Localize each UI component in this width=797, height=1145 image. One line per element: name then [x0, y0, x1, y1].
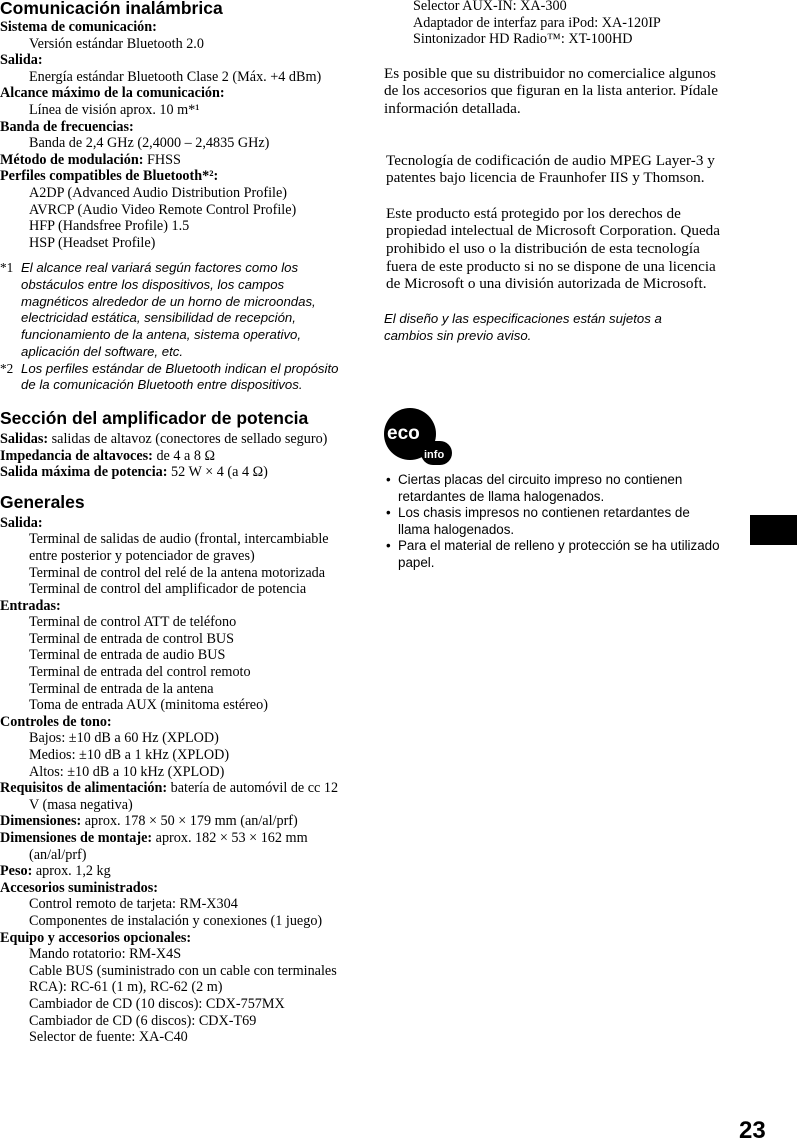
spec-value: Terminal de entrada de control BUS	[29, 630, 235, 647]
microsoft-license-note: Este producto está protegido por los derechos de propiedad intelectual de Microsoft Corporation. Queda prohibido el uso o la distribución de esta tecnología fuera de este producto si no se dispone de una licencia de Microsoft o una división autorizada de Microsoft.	[386, 204, 721, 293]
dealer-note: Es posible que su distribuidor no comercialice algunos de los accesorios que figuran en la lista anterior. Pídale información detallada.	[384, 64, 719, 117]
spec-row	[0, 152, 350, 169]
spec-value: AVRCP (Audio Video Remote Control Profile)	[29, 201, 297, 218]
spec-value: Mando rotatorio: RM-X4S	[29, 946, 182, 963]
mpeg-license-note: Tecnología de codificación de audio MPEG Layer-3 y patentes bajo licencia de Fraunhofer IIS y Thomson.	[386, 151, 715, 187]
spec-row	[0, 830, 350, 863]
bullet-icon: •	[386, 538, 391, 554]
spec-label: Peso:	[0, 863, 33, 880]
spec-value: Selector de fuente: XA-C40	[29, 1029, 188, 1046]
spec-label: Salida:	[0, 514, 43, 531]
eco-bullet-text: Ciertas placas del circuito impreso no contienen retardantes de llama halogenados.	[398, 472, 683, 504]
footnote-mark: *2	[0, 360, 14, 376]
eco-word: eco	[387, 423, 420, 444]
spec-label: Accesorios suministrados:	[0, 879, 159, 896]
spec-label: Dimensiones de montaje:	[0, 830, 153, 846]
spec-label: Método de modulación:	[0, 151, 144, 168]
spec-row	[0, 863, 350, 880]
spec-value: salidas de altavoz (conectores de sellado seguro)	[51, 430, 328, 447]
spec-value: batería de automóvil de cc 12 V (masa negativa)	[29, 780, 339, 813]
page-number: 23	[739, 1117, 766, 1144]
spec-value: 52 W × 4 (a 4 Ω)	[171, 464, 268, 481]
right-column	[384, 0, 729, 344]
spec-value: Bajos: ±10 dB a 60 Hz (XPLOD)	[29, 730, 219, 747]
spec-row	[0, 431, 350, 448]
section-tab-marker	[750, 515, 797, 545]
spec-label: Requisitos de alimentación:	[0, 780, 168, 797]
footnote-mark: *1	[0, 260, 14, 276]
spec-label: Dimensiones:	[0, 813, 82, 830]
spec-value: Terminal de entrada de la antena	[29, 680, 214, 697]
spec-value: Línea de visión aprox. 10 m*¹	[29, 101, 200, 118]
general-title: Generales	[0, 491, 85, 512]
spec-value: aprox. 1,2 kg	[35, 863, 111, 880]
info-word: info	[424, 449, 445, 461]
spec-value: A2DP (Advanced Audio Distribution Profile)	[29, 184, 287, 201]
spec-row	[0, 780, 350, 813]
spec-value: Altos: ±10 dB a 10 kHz (XPLOD)	[29, 763, 225, 780]
spec-value: Cable BUS (suministrado con un cable con terminales RCA): RC-61 (1 m), RC-62 (2 m)	[29, 962, 337, 996]
footnote	[0, 260, 350, 360]
design-change-note: El diseño y las especificaciones están sujetos a cambios sin previo aviso.	[384, 310, 662, 343]
spec-value: FHSS	[147, 151, 181, 168]
wireless-spec-list	[0, 19, 350, 251]
spec-value: Cambiador de CD (10 discos): CDX-757MX	[29, 995, 285, 1012]
eco-bullet	[384, 538, 724, 571]
spec-label: Impedancia de altavoces:	[0, 447, 153, 464]
general-spec-list	[0, 515, 350, 1046]
spec-label: Sistema de comunicación:	[0, 19, 157, 35]
spec-value: Terminal de salidas de audio (frontal, intercambiable entre posterior y potenciador de graves)	[29, 531, 329, 564]
spec-value: Control remoto de tarjeta: RM-X304	[29, 896, 238, 913]
spec-label: Alcance máximo de la comunicación:	[0, 85, 225, 102]
spec-label: Controles de tono:	[0, 713, 112, 730]
spec-value: Energía estándar Bluetooth Clase 2 (Máx. +4 dBm)	[29, 68, 322, 85]
optional-equipment-continued	[384, 0, 729, 48]
footnote-text: Los perfiles estándar de Bluetooth indican el propósito de la comunicación Bluetooth entre dispositivos.	[21, 360, 339, 393]
wireless-title: Comunicación inalámbrica	[0, 0, 223, 18]
bullet-icon: •	[386, 505, 391, 521]
amp-title: Sección del amplificador de potencia	[0, 407, 309, 428]
spec-label: Entradas:	[0, 597, 61, 614]
footnote-list	[0, 260, 350, 394]
spec-value: Adaptador de interfaz para iPod: XA-120IP	[413, 14, 661, 31]
spec-value: Medios: ±10 dB a 1 kHz (XPLOD)	[29, 747, 230, 764]
spec-label: Banda de frecuencias:	[0, 118, 134, 135]
spec-value: Selector AUX-IN: XA-300	[413, 0, 567, 14]
spec-value: Versión estándar Bluetooth 2.0	[29, 35, 204, 52]
spec-value: aprox. 178 × 50 × 179 mm (an/al/prf)	[84, 813, 298, 830]
footnote-text: El alcance real variará según factores como los obstáculos entre los dispositivos, los campos magnéticos alrededor de un horno de microondas, electricidad estática, sensibilidad de recepción, funcionamiento de la antena, sistema operativo, aplicación del software, etc.	[21, 260, 316, 359]
spec-value: Cambiador de CD (6 discos): CDX-T69	[29, 1012, 257, 1029]
spec-label: Salidas:	[0, 430, 49, 447]
spec-value: Banda de 2,4 GHz (2,4000 – 2,4835 GHz)	[29, 135, 270, 152]
spec-value: HFP (Handsfree Profile) 1.5	[29, 218, 190, 235]
footnote	[0, 361, 350, 394]
spec-label: Equipo y accesorios opcionales:	[0, 929, 192, 946]
eco-info-logo	[383, 407, 453, 467]
eco-bullet	[384, 505, 724, 538]
spec-value: Toma de entrada AUX (minitoma estéreo)	[29, 697, 268, 714]
spec-row	[0, 464, 350, 481]
spec-value: Terminal de control del amplificador de potencia	[29, 581, 307, 598]
spec-value: Terminal de entrada del control remoto	[29, 664, 251, 681]
spec-value: aprox. 182 × 53 × 162 mm (an/al/prf)	[29, 830, 308, 863]
left-column	[0, 0, 350, 1046]
eco-bullet-text: Los chasis impresos no contienen retardantes de llama halogenados.	[398, 505, 690, 537]
spec-label: Salida máxima de potencia:	[0, 464, 168, 481]
spec-value: Sintonizador HD Radio™: XT-100HD	[413, 31, 633, 48]
spec-row	[0, 813, 350, 830]
eco-bullet-text: Para el material de relleno y protección se ha utilizado papel.	[398, 538, 720, 570]
bullet-icon: •	[386, 472, 391, 487]
spec-value: Terminal de control ATT de teléfono	[29, 614, 237, 631]
spec-value: de 4 a 8 Ω	[156, 447, 216, 464]
spec-value: Terminal de control del relé de la antena motorizada	[29, 564, 326, 581]
spec-row	[0, 448, 350, 465]
spec-label: Perfiles compatibles de Bluetooth*²:	[0, 168, 219, 185]
spec-label: Salida:	[0, 52, 43, 69]
eco-bullet-list	[384, 472, 724, 572]
eco-bullet	[384, 472, 724, 505]
spec-value: Terminal de entrada de audio BUS	[29, 647, 226, 664]
amp-spec-list	[0, 431, 350, 481]
spec-value: HSP (Headset Profile)	[29, 234, 156, 251]
spec-value: Componentes de instalación y conexiones (1 juego)	[29, 912, 323, 929]
